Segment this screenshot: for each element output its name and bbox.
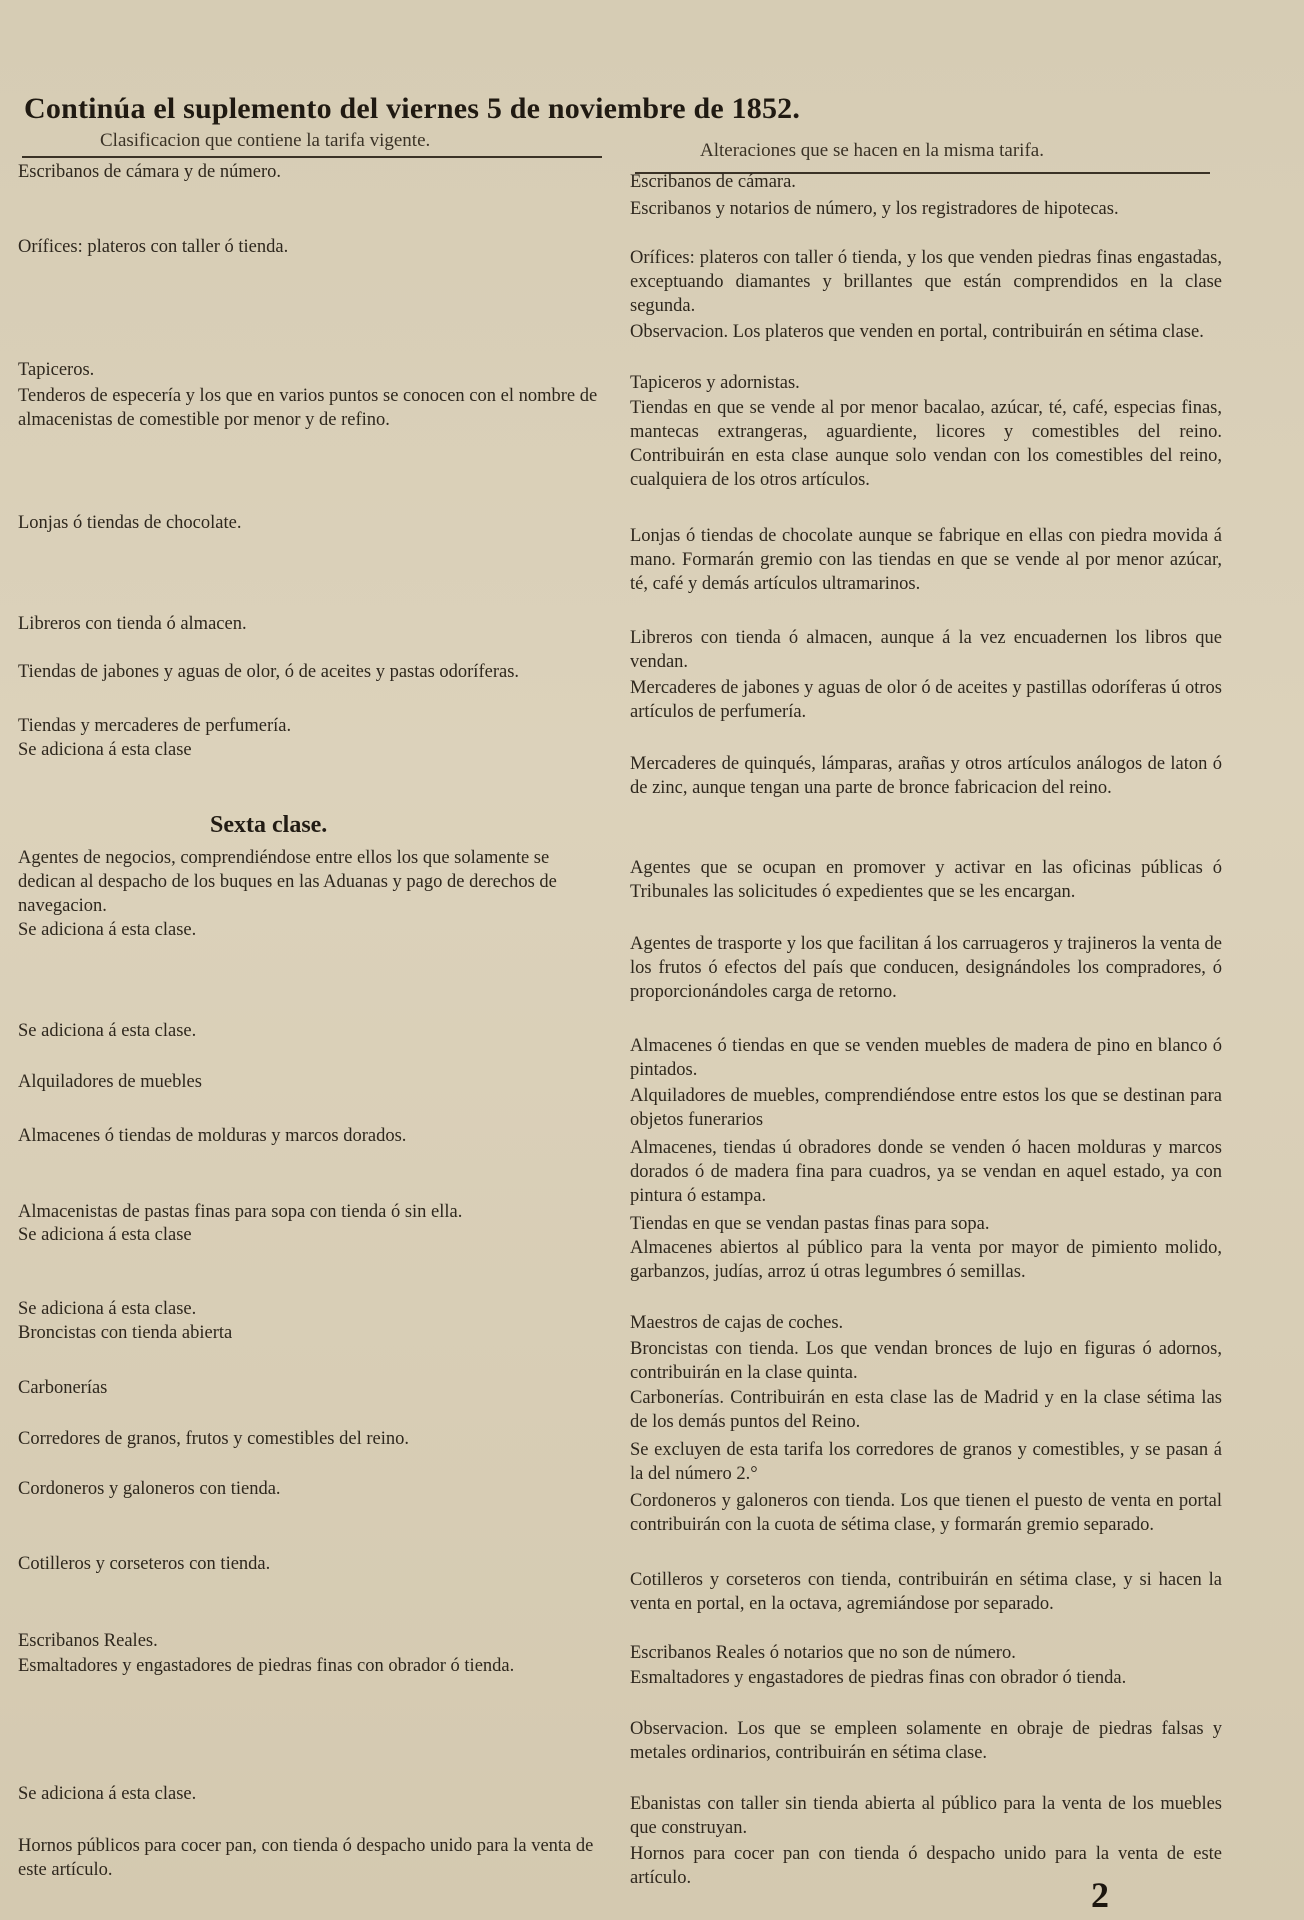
right-entry: Cordoneros y galoneros con tienda. Los que tienen el puesto de venta en portal contribuirán con la cuota de sétima clase, y formarán gremio separado. — [630, 1491, 1222, 1535]
left-entry: Cordoneros y galoneros con tienda. — [18, 1479, 281, 1499]
left-column-header: Clasificacion que contiene la tarifa vigente. — [100, 130, 431, 151]
right-entry: Escribanos y notarios de número, y los registradores de hipotecas. — [630, 199, 1119, 219]
left-entry: Carbonerías — [18, 1378, 108, 1398]
left-entry: Tiendas y mercaderes de perfumería. — [18, 716, 292, 736]
sexta-clase-heading: Sexta clase. — [210, 812, 328, 838]
left-entry: Broncistas con tienda abierta — [18, 1323, 233, 1343]
right-entry: Libreros con tienda ó almacen, aunque á la vez encuadernen los libros que vendan. — [630, 628, 1222, 672]
left-entry: Lonjas ó tiendas de chocolate. — [18, 513, 242, 533]
right-entry: Mercaderes de quinqués, lámparas, arañas y otros artículos análogos de laton ó de zinc, aunque tengan una parte de bronce fabricacion del reino. — [630, 754, 1222, 798]
right-entry: Almacenes abiertos al público para la venta por mayor de pimiento molido, garbanzos, judías, arroz ú otras legumbres ó semillas. — [630, 1238, 1222, 1282]
right-entry: Agentes de trasporte y los que facilitan á los carruageros y trajineros la venta de los frutos ó efectos del país que conducen, designándoles los compradores, ó proporcionándoles carga de retorno. — [630, 934, 1222, 1002]
right-entry: Tiendas en que se vendan pastas finas para sopa. — [630, 1214, 990, 1234]
right-entry: Alquiladores de muebles, comprendiéndose entre estos los que se destinan para objetos funerarios — [630, 1086, 1222, 1130]
left-entry: Se adiciona á esta clase. — [18, 920, 197, 940]
right-entry: Lonjas ó tiendas de chocolate aunque se fabrique en ellas con piedra movida á mano. Formarán gremio con las tiendas en que se vende al por menor azúcar, té, café y demás artículos ultramarinos. — [630, 526, 1222, 594]
left-entry: Almacenistas de pastas finas para sopa con tienda ó sin ella. — [18, 1202, 463, 1222]
right-entry: Escribanos de cámara. — [630, 172, 796, 192]
left-entry: Se adiciona á esta clase — [18, 740, 192, 760]
page-number: 2 — [1091, 1875, 1109, 1915]
right-entry: Agentes que se ocupan en promover y activar en las oficinas públicas ó Tribunales las solicitudes ó expedientes que se les encargan. — [630, 858, 1222, 902]
right-entry: Orífices: plateros con taller ó tienda, y los que venden piedras finas engastadas, exceptuando diamantes y brillantes que están comprendidos en la clase segunda. — [630, 248, 1222, 316]
left-entry: Agentes de negocios, comprendiéndose entre ellos los que solamente se dedican al despacho de los buques en las Aduanas y pago de derechos de navegacion. — [18, 848, 557, 916]
left-entry: Se adiciona á esta clase. — [18, 1784, 197, 1804]
right-entry: Observacion. Los que se empleen solamente en obraje de piedras falsas y metales ordinarios, contribuirán en sétima clase. — [630, 1719, 1222, 1763]
right-entry: Almacenes ó tiendas en que se venden muebles de madera de pino en blanco ó pintados. — [630, 1036, 1222, 1080]
right-entry: Esmaltadores y engastadores de piedras finas con obrador ó tienda. — [630, 1668, 1127, 1688]
right-entry: Ebanistas con taller sin tienda abierta al público para la venta de los muebles que construyan. — [630, 1794, 1222, 1838]
left-entry: Esmaltadores y engastadores de piedras finas con obrador ó tienda. — [18, 1656, 515, 1676]
right-entry: Se excluyen de esta tarifa los corredores de granos y comestibles, y se pasan á la del número 2.° — [630, 1440, 1222, 1484]
left-entry: Tiendas de jabones y aguas de olor, ó de aceites y pastas odoríferas. — [18, 662, 520, 682]
left-entry: Tenderos de especería y los que en varios puntos se conocen con el nombre de almacenistas de comestible por menor y de refino. — [18, 386, 598, 430]
left-entry: Escribanos de cámara y de número. — [18, 162, 282, 182]
right-entry: Carbonerías. Contribuirán en esta clase las de Madrid y en la clase sétima las de los demás puntos del Reino. — [630, 1388, 1222, 1432]
left-header-rule — [22, 156, 602, 158]
right-entry: Cotilleros y corseteros con tienda, contribuirán en sétima clase, y si hacen la venta en portal, en la octava, agremiándose por separado. — [630, 1570, 1222, 1614]
right-entry: Maestros de cajas de coches. — [630, 1313, 844, 1333]
right-entry: Tapiceros y adornistas. — [630, 373, 800, 393]
right-entry: Almacenes, tiendas ú obradores donde se venden ó hacen molduras y marcos dorados ó de madera fina para cuadros, ya se vendan en aquel estado, ya con pintura ó estampa. — [630, 1138, 1222, 1206]
left-entry: Escribanos Reales. — [18, 1631, 158, 1651]
right-entry: Mercaderes de jabones y aguas de olor ó de aceites y pastillas odoríferas ú otros artículos de perfumería. — [630, 678, 1222, 722]
left-entry: Se adiciona á esta clase. — [18, 1299, 197, 1319]
left-entry: Orífices: plateros con taller ó tienda. — [18, 237, 289, 257]
left-entry: Tapiceros. — [18, 360, 95, 380]
left-entry: Almacenes ó tiendas de molduras y marcos dorados. — [18, 1126, 407, 1146]
right-entry: Escribanos Reales ó notarios que no son de número. — [630, 1643, 1016, 1663]
left-entry: Hornos públicos para cocer pan, con tienda ó despacho unido para la venta de este artículo. — [18, 1836, 594, 1880]
right-entry: Observacion. Los plateros que venden en portal, contribuirán en sétima clase. — [630, 322, 1204, 342]
left-entry: Cotilleros y corseteros con tienda. — [18, 1554, 271, 1574]
left-entry: Se adiciona á esta clase — [18, 1225, 192, 1245]
right-entry: Hornos para cocer pan con tienda ó despacho unido para la venta de este artículo. — [630, 1844, 1222, 1888]
right-column-header: Alteraciones que se hacen en la misma tarifa. — [700, 140, 1044, 161]
left-entry: Alquiladores de muebles — [18, 1072, 202, 1092]
left-entry: Se adiciona á esta clase. — [18, 1021, 197, 1041]
left-entry: Libreros con tienda ó almacen. — [18, 614, 247, 634]
left-entry: Corredores de granos, frutos y comestibles del reino. — [18, 1429, 409, 1449]
right-entry: Broncistas con tienda. Los que vendan bronces de lujo en figuras ó adornos, contribuirán en la clase quinta. — [630, 1339, 1222, 1383]
page-title: Continúa el suplemento del viernes 5 de noviembre de 1852. — [24, 92, 801, 125]
right-entry: Tiendas en que se vende al por menor bacalao, azúcar, té, café, especias finas, mantecas extrangeras, aguardiente, licores y comestibles del reino. Contribuirán en esta clase aunque solo vendan con los comestibles del reino, cualquiera de los otros artículos. — [630, 398, 1222, 490]
